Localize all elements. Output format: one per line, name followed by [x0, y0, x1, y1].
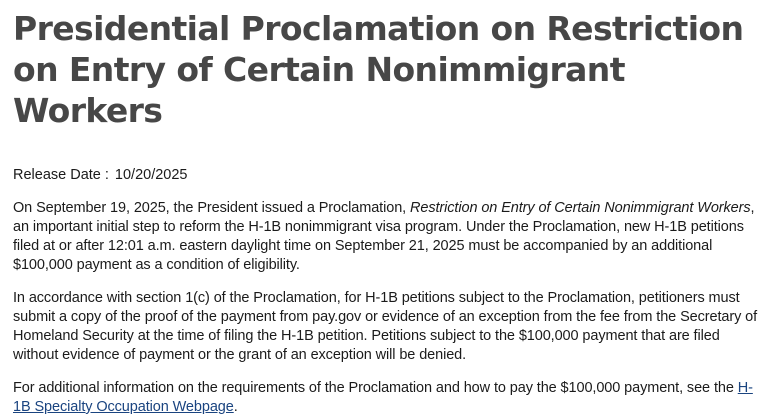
paragraph-proclamation-summary	[13, 199, 763, 275]
paragraph-payment-requirements: In accordance with section 1(c) of the Proclamation, for H-1B petitions subject to the Proclamation, petitioners must submit a copy of the proof of the payment from pay.gov or evidence of an exception from the fee from the Secretary of Homeland Security at the time of filing the H-1B petition. Petitions subject to the $100,000 payment that are filed without evidence of payment or the grant of an exception will be denied.	[13, 290, 758, 363]
article	[13, 8, 763, 417]
paragraph-text: .	[233, 399, 238, 415]
release-date-value: 10/20/2025	[114, 167, 188, 183]
paragraph-text: For additional information on the requirements of the Proclamation and how to pay the $100,000 payment, see the	[13, 380, 738, 396]
release-date-line	[13, 165, 763, 185]
paragraph-text: On September 19, 2025, the President issued a Proclamation,	[13, 200, 411, 216]
release-date-label: Release Date :	[13, 167, 109, 183]
paragraph-additional-info	[13, 379, 763, 417]
h1b-specialty-occupation-link[interactable]: H-1B Specialty Occupation Webpage	[13, 380, 753, 415]
proclamation-title-italic: Restriction on Entry of Certain Nonimmigrant Workers	[410, 200, 751, 216]
page-title: Presidential Proclamation on Restriction on Entry of Certain Nonimmigrant Workers	[13, 9, 744, 130]
paragraph-text: , an important initial step to reform the H-1B nonimmigrant visa program. Under the Proclamation, new H-1B petitions filed at or after 12:01 a.m. eastern daylight time on September 21, 2025 must be accompanied by an additional $100,000 payment as a condition of eligibility.	[13, 200, 755, 273]
